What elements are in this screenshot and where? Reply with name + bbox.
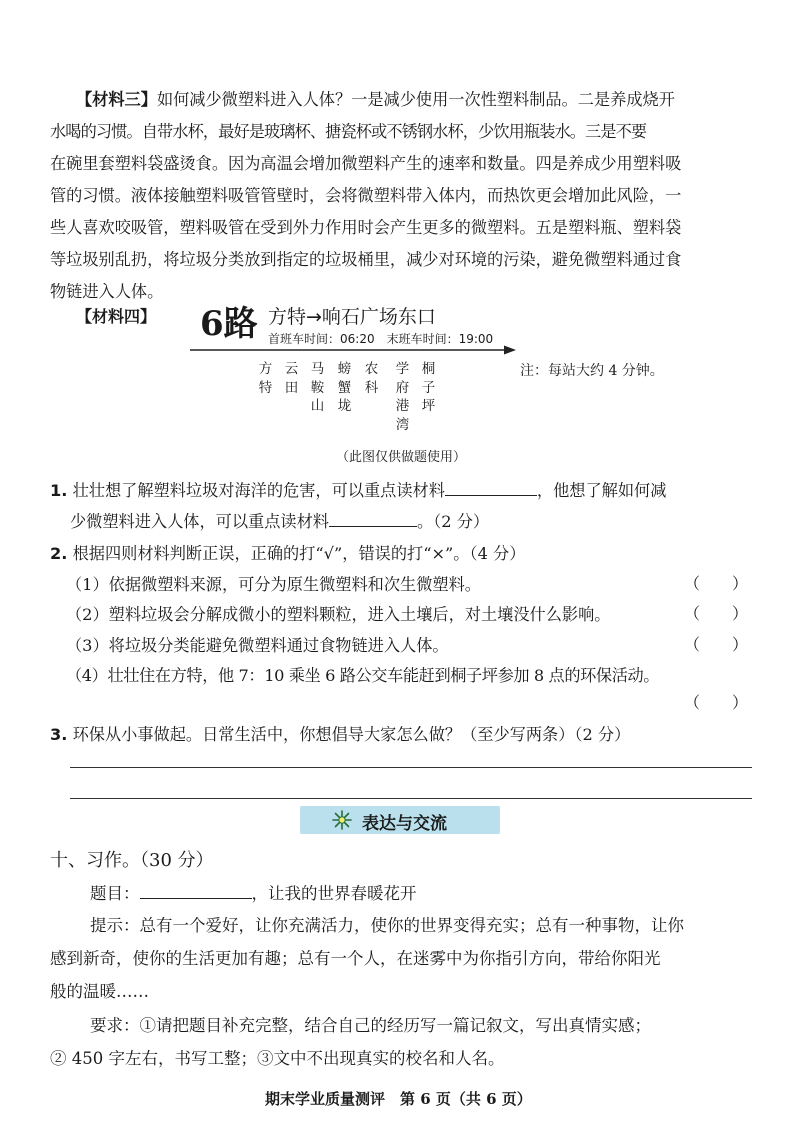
answer-blank[interactable] [445,479,537,496]
question-2-prompt: 2. 根据四则材料判断正误，正确的打“√”，错误的打“×”。（4 分） [50,544,526,563]
answer-blank[interactable] [329,510,417,527]
route-note: 注：每站大约 4 分钟。 [520,363,664,379]
route-stop: 马鞍山 [310,361,325,414]
answer-line[interactable] [70,767,752,768]
question-3-number: 3. [50,725,68,744]
material3-line-3: 在碗里套塑料袋盛烫食。因为高温会增加微塑料产生的速率和数量。四是养成少用塑料吸 [50,154,682,173]
question-1-number: 1. [50,481,68,500]
route-caption: （此图仅供做题使用） [336,450,467,465]
essay-hint-1: 提示：总有一个爱好，让你充满活力，使你的世界变得充实；总有一种事物，让你 [90,916,684,935]
essay-requirement-1: 要求：①请把题目补充完整，结合自己的经历写一篇记叙文，写出真情实感； [90,1016,651,1035]
route-direction: 方特→响石广场东口 [268,306,436,328]
essay-title-line: 题目： ，让我的世界春暖花开 [90,884,417,903]
section-banner [300,806,500,834]
section-banner-label: 表达与交流 [362,814,447,834]
route-stop: 农科 [364,361,379,396]
question-1-line-1: 1. 壮壮想了解塑料垃圾对海洋的危害，可以重点读材料 ，他想了解如何减 [50,481,667,500]
material3-line-4: 管的习惯。液体接触塑料吸管管壁时，会将微塑料带入体内，而热饮更会增加此风险，一 [50,186,682,205]
sparkle-icon [332,810,352,830]
route-stop: 螃蟹垅 [337,361,352,414]
essay-heading: 十、习作。（30 分） [50,850,214,871]
question-2-item-1: （1）依据微塑料来源，可分为原生微塑料和次生微塑料。 [66,575,481,594]
material3-line-2: 水喝的习惯。自带水杯，最好是玻璃杯、搪瓷杯或不锈钢水杯，少饮用瓶装水。三是不要 [50,122,647,141]
essay-requirement-2: ② 450 字左右，书写工整；③文中不出现真实的校名和人名。 [50,1049,505,1068]
question-2-item-4: （4）壮壮住在方特，他 7：10 乘坐 6 路公交车能赶到桐子坪参加 8 点的环保活动。 [66,666,660,685]
route-times: 首班车时间：06:20 末班车时间：19:00 [268,332,494,346]
route-number: 6路 [200,304,258,344]
material3-label: 【材料三】 [76,90,157,109]
material4-label: 【材料四】 [76,307,157,326]
question-3-prompt: 3. 环保从小事做起。日常生活中，你想倡导大家怎么做？（至少写两条）（2 分） [50,725,631,744]
route-stop: 云田 [284,361,299,396]
material3-line-5: 些人喜欢咬吸管，塑料吸管在受到外力作用时会产生更多的微塑料。五是塑料瓶、塑料袋 [50,218,682,237]
question-2-item-3: （3）将垃圾分类能避免微塑料通过食物链进入人体。 [66,636,449,655]
material3-line-6: 等垃圾别乱扔，将垃圾分类放到指定的垃圾桶里，减少对环境的污染，避免微塑料通过食 [50,250,682,269]
material3-line-1: 【材料三】如何减少微塑料进入人体？一是减少使用一次性塑料制品。二是养成烧开 [76,90,675,109]
material3-line-7: 物链进入人体。 [50,282,164,301]
question-2-number: 2. [50,544,68,563]
route-stop: 方特 [258,361,273,396]
route-stop: 学府港湾 [395,361,410,433]
answer-paren[interactable]: （ ） [684,574,749,593]
question-2-item-2: （2）塑料垃圾会分解成微小的塑料颗粒，进入土壤后，对土壤没什么影响。 [66,605,611,624]
title-blank[interactable] [140,882,252,899]
answer-paren[interactable]: （ ） [684,604,749,623]
answer-paren[interactable]: （ ） [684,693,749,712]
essay-hint-2: 感到新奇，使你的生活更加有趣；总有一个人，在迷雾中为你指引方向，带给你阳光 [50,949,661,968]
essay-hint-3: 般的温暖…… [50,982,149,1001]
route-stop: 桐子坪 [421,361,436,414]
answer-paren[interactable]: （ ） [684,635,749,654]
page-footer: 期末学业质量测评 第 6 页（共 6 页） [265,1090,532,1108]
route-arrow [188,343,518,357]
question-1-line-2: 少微塑料进入人体，可以重点读材料 。（2 分） [70,512,490,531]
answer-line[interactable] [70,798,752,799]
